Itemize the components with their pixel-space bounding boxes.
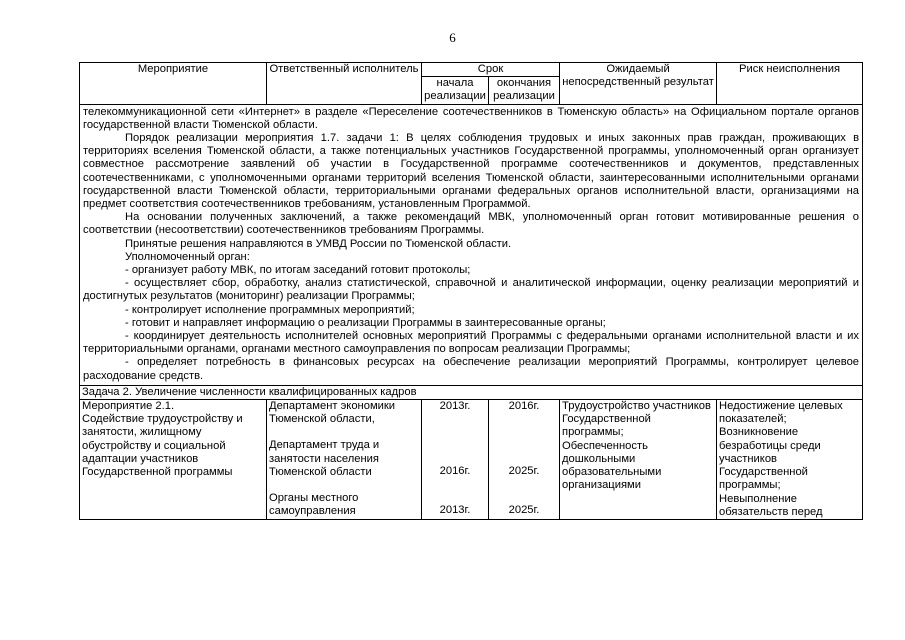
- event21-result-cell: [560, 400, 717, 520]
- task2-row: [80, 385, 863, 399]
- body-text-cell: [80, 104, 863, 385]
- start-3: 2013г.: [439, 504, 471, 517]
- start-1: 2013г.: [439, 400, 471, 413]
- header-end: окончания реализации: [489, 77, 560, 104]
- event21-end-cell: [489, 400, 560, 520]
- event21-risk-cell: [717, 400, 863, 520]
- program-table: [79, 62, 863, 520]
- event21-start-cell: [422, 400, 489, 520]
- body-paragraph: - контролирует исполнение программных мероприятий;: [125, 303, 415, 316]
- header-responsible: Ответственный исполнитель: [267, 63, 422, 105]
- table-header-row: [80, 63, 863, 77]
- event21-row: [80, 400, 863, 520]
- event21-text: Содействие трудоустройству и занятости, жилищному обустройству и социальной адаптации участников Государственной программы: [82, 413, 243, 479]
- result-2: Обеспеченность дошкольными образовательными организациями: [562, 439, 662, 492]
- header-start: начала реализации: [422, 77, 489, 104]
- responsible-3: Органы местного самоуправления: [269, 492, 359, 518]
- end-1: 2016г.: [508, 400, 540, 413]
- body-paragraph: телекоммуникационной сети «Интернет» в разделе «Переселение соотечественников в Тюменскую область» на Официальном портале органов государственной власти Тюменской области.: [83, 105, 860, 131]
- header-result: Ожидаемый непосредственный результат: [560, 63, 717, 105]
- page-number: 6: [449, 30, 456, 45]
- body-paragraph: Уполномоченный орган:: [125, 250, 250, 263]
- end-2: 2025г.: [508, 465, 540, 478]
- body-paragraph: - координирует деятельность исполнителей основных мероприятий Программы с федеральными органами исполнительной власти и их территориальными органами, органами местного самоуправления по вопросам реализации Программы;: [83, 330, 860, 356]
- body-paragraph: - определяет потребность в финансовых ресурсах на обеспечение реализации мероприятий Программы, контролирует целевое расходование средств.: [83, 356, 860, 382]
- responsible-2: Департамент труда и занятости населения Тюменской области: [269, 439, 380, 478]
- event21-responsible-cell: [267, 400, 422, 520]
- event21-title: Мероприятие 2.1.: [82, 400, 175, 413]
- event21-cell: [80, 400, 267, 520]
- body-paragraph: Принятые решения направляются в УМВД России по Тюменской области.: [125, 237, 512, 250]
- body-paragraph: - осуществляет сбор, обработку, анализ статистической, справочной и аналитической информации, оценку реализации мероприятий и достигнутых результатов (мониторинг) реализации Программы;: [83, 277, 860, 303]
- result-1: Трудоустройство участников Государственной программы;: [562, 400, 711, 439]
- header-term: Срок: [422, 63, 560, 77]
- body-text-row: [80, 104, 863, 385]
- responsible-1: Департамент экономики Тюменской области,: [269, 400, 396, 426]
- body-paragraph: На основании полученных заключений, а также рекомендаций МВК, уполномоченный орган готовит мотивированные решения о соответствии (несоответствии) соотечественников требованиям Программы.: [83, 211, 860, 237]
- task2-title: Задача 2. Увеличение численности квалифицированных кадров: [80, 385, 863, 399]
- header-event: Мероприятие: [80, 63, 267, 105]
- end-3: 2025г.: [508, 504, 540, 517]
- risk-text: Недостижение целевых показателей; Возникновение безработицы среди участников Государственной программы; Невыполнение обязательств перед: [719, 400, 843, 518]
- body-paragraph: - организует работу МВК, по итогам заседаний готовит протоколы;: [125, 264, 471, 277]
- body-paragraph: - готовит и направляет информацию о реализации Программы в заинтересованные органы;: [125, 316, 606, 329]
- header-risk: Риск неисполнения: [717, 63, 863, 105]
- body-paragraph: Порядок реализации мероприятия 1.7. задачи 1: В целях соблюдения трудовых и иных законных прав граждан, проживающих в территориях вселения Тюменской области, а также потенциальных участников Государственной программы, уполномоченный орган организует совместное рассмотрение заявлений об участии в Государственной программе соотечественников и документов, представленных соотечественниками, с уполномоченными органами территорий вселения Тюменской области, заинтересованными исполнительными органами государственной власти Тюменской области, территориальными органами федеральных органов исполнительной власти, организациями на предмет соответствия соотечественников требованиям, установленным Программой.: [83, 132, 860, 211]
- start-2: 2016г.: [439, 465, 471, 478]
